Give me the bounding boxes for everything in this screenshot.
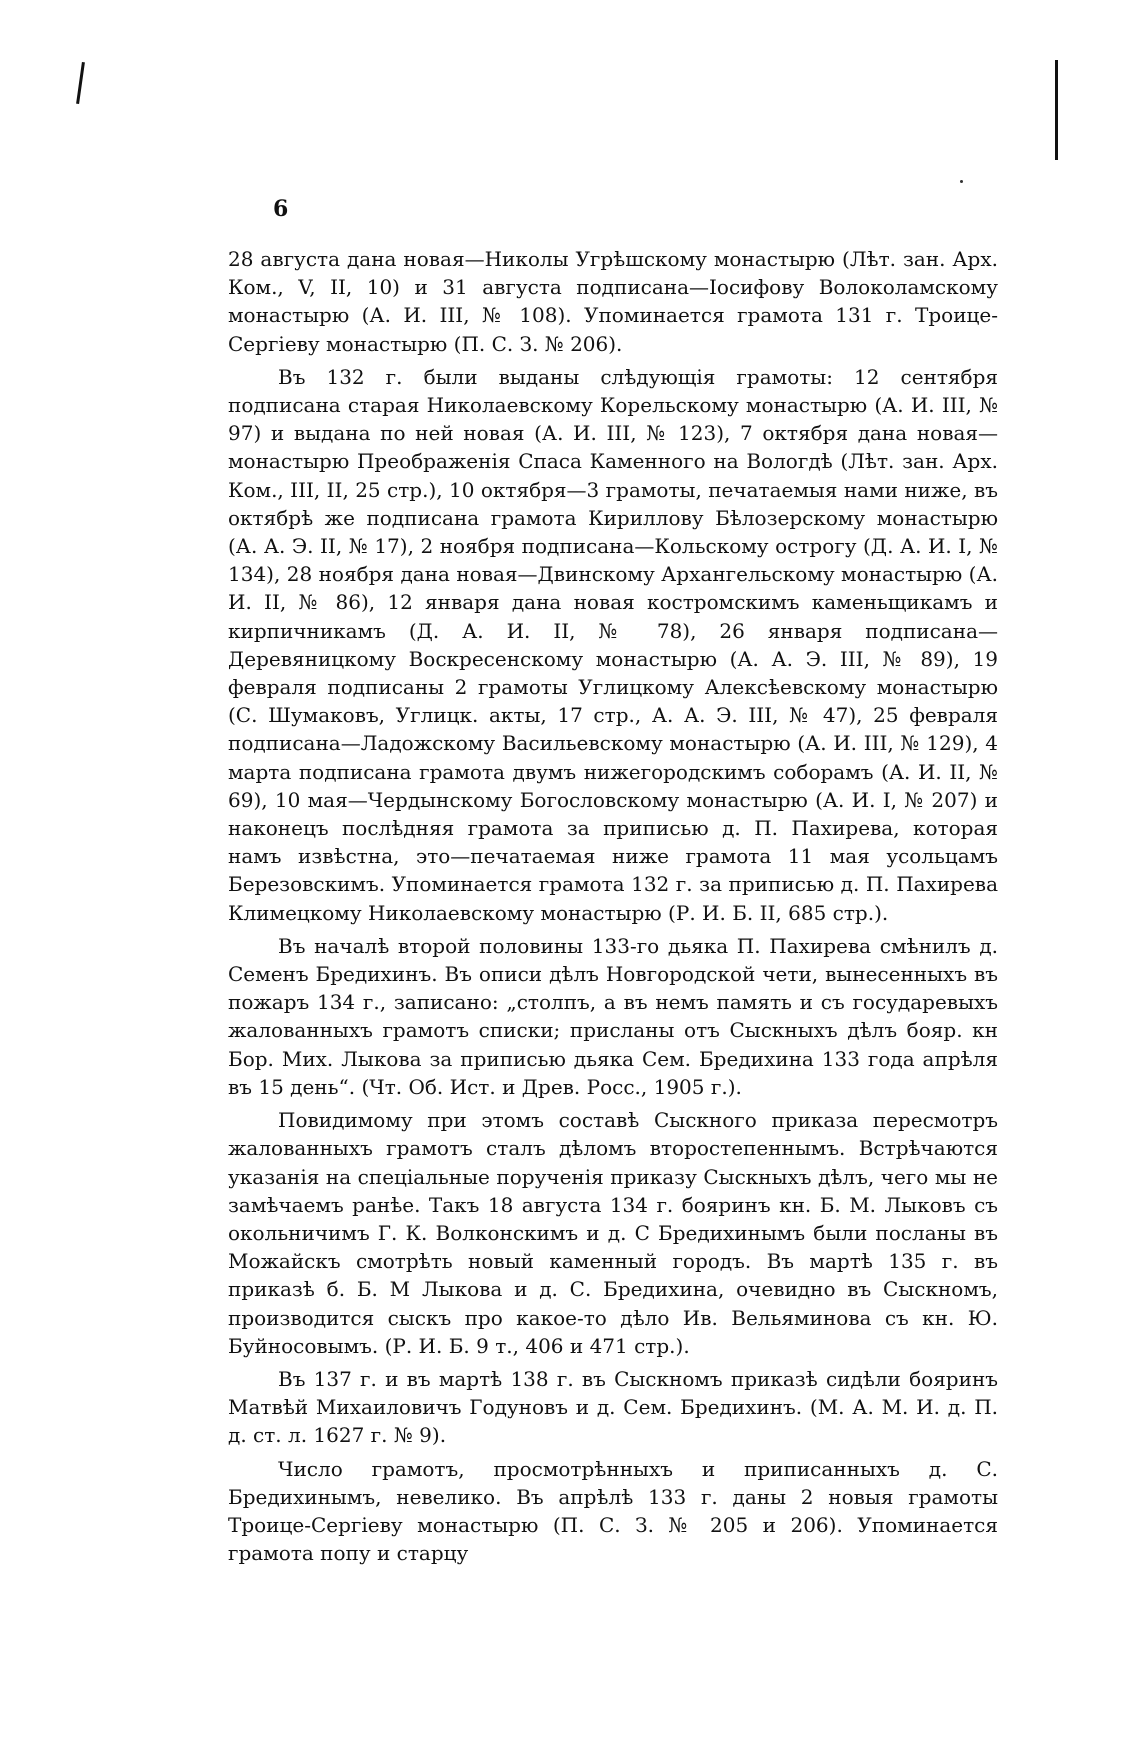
scan-edge-mark (1055, 60, 1058, 160)
paragraph: Число грамотъ, просмотрѣнныхъ и приписанныхъ д. С. Бредихинымъ, невелико. Въ апрѣлѣ 133 г. даны 2 новыя грамоты Троице-Сергіеву монастырю (П. С. З. № 205 и 206). Упоминается грамота попу и старцу (228, 1456, 998, 1566)
scan-edge-mark (76, 62, 85, 104)
body-text (228, 245, 998, 1572)
scan-speck (960, 180, 963, 183)
paragraph: 28 августа дана новая—Николы Угрѣшскому монастырю (Лѣт. зан. Арх. Ком., V, II, 10) и 31 августа подписана—Іосифову Волоколамскому монастырю (А. И. III, № 108). Упоминается грамота 131 г. Троице-Сергіеву монастырю (П. С. З. № 206). (228, 247, 998, 356)
page-number: 6 (273, 196, 289, 222)
paragraph: Въ началѣ второй половины 133-го дьяка П. Пахирева смѣнилъ д. Семенъ Бредихинъ. Въ описи дѣлъ Новгородской чети, вынесенныхъ въ пожаръ 134 г., записано: „столпъ, а въ немъ память и съ государевыхъ жалованныхъ грамотъ списки; присланы отъ Сыскныхъ дѣлъ бояр. кн Бор. Мих. Лыкова за приписью дьяка Сем. Бредихина 133 года апрѣля въ 15 день“. (Чт. Об. Ист. и Древ. Росс., 1905 г.). (228, 933, 998, 1099)
paragraph: Повидимому при этомъ составѣ Сыскного приказа пересмотръ жалованныхъ грамотъ сталъ дѣломъ второстепеннымъ. Встрѣчаются указанія на спеціальные порученія приказу Сыскныхъ дѣлъ, чего мы не замѣчаемъ ранѣе. Такъ 18 августа 134 г. бояринъ кн. Б. М. Лыковъ съ окольничимъ Г. К. Волконскимъ и д. С Бредихинымъ были посланы въ Можайскъ смотрѣть новый каменный городъ. Въ мартѣ 135 г. въ приказѣ б. Б. М Лыкова и д. С. Бредихина, очевидно въ Сыскномъ, производится сыскъ про какое-то дѣло Ив. Вельяминова съ кн. Ю. Буйносовымъ. (Р. И. Б. 9 т., 406 и 471 стр.). (228, 1108, 998, 1358)
paragraph: Въ 137 г. и въ мартѣ 138 г. въ Сыскномъ приказѣ сидѣли бояринъ Матвѣй Михаиловичъ Годуновъ и д. Сем. Бредихинъ. (М. А. М. И. д. П. д. ст. л. 1627 г. № 9). (228, 1366, 998, 1448)
paragraph: Въ 132 г. были выданы слѣдующія грамоты: 12 сентября подписана старая Николаевскому Корельскому монастырю (А. И. III, № 97) и выдана по ней новая (А. И. III, № 123), 7 октября дана новая—монастырю Преображенія Спаса Каменного на Вологдѣ (Лѣт. зан. Арх. Ком., III, II, 25 стр.), 10 октября—3 грамоты, печатаемыя нами ниже, въ октябрѣ же подписана грамота Кириллову Бѣлозерскому монастырю (А. А. Э. II, № 17), 2 ноября подписана—Кольскому острогу (Д. А. И. I, № 134), 28 ноября дана новая—Двинскому Архангельскому монастырю (А. И. II, № 86), 12 января дана новая костромскимъ каменьщикамъ и кирпичникамъ (Д. А. И. II, № 78), 26 января подписана—Деревяницкому Воскресенскому монастырю (А. А. Э. III, № 89), 19 февраля подписаны 2 грамоты Углицкому Алексѣевскому монастырю (С. Шумаковъ, Углицк. акты, 17 стр., А. А. Э. III, № 47), 25 февраля подписана—Ладожскому Васильевскому монастырю (А. И. III, № 129), 4 марта подписана грамота двумъ нижегородскимъ соборамъ (А. И. II, № 69), 10 мая—Чердынскому Богословскому монастырю (А. И. I, № 207) и наконецъ послѣдняя грамота за приписью д. П. Пахирева, которая намъ извѣстна, это—печатаемая ниже грамота 11 мая усольцамъ Березовскимъ. Упоминается грамота 132 г. за приписью д. П. Пахирева Климецкому Николаевскому монастырю (Р. И. Б. II, 685 стр.). (228, 364, 998, 925)
